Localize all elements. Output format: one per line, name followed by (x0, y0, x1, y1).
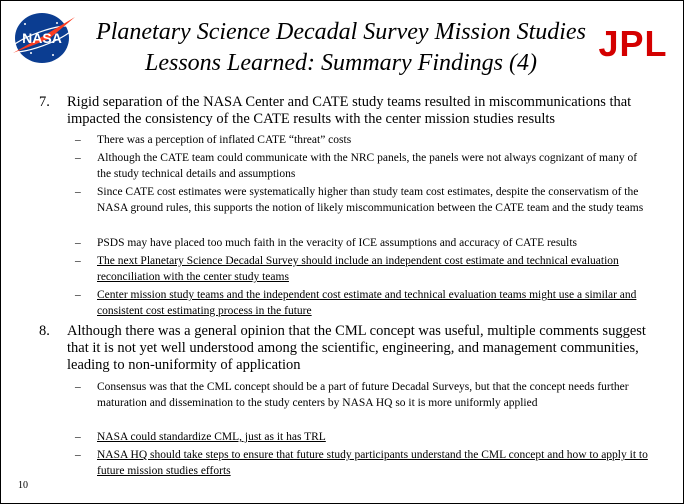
finding-number: 7. (39, 94, 50, 110)
bullet-text: Consensus was that the CML concept should be a part of future Decadal Surveys, but that the concept needs further maturation and dissemination to the study centers by NASA HQ so it is more uniformly applied (97, 381, 629, 409)
findings-list: 7. Rigid separation of the NASA Center and CATE study teams resulted in miscommunications that impacted the consistency of the CATE results with the center mission studies results – There was a perception of inflated CATE “threat” costs – Although the CATE team could communicate with the NRC panels, the panels were not always cognizant of many of the study technical details and assumptions – Since CATE cost estimates were systematically higher than study team cost estimates, despite the conservatism of the NASA ground rules, this supports the notion of likely miscommunication between the CATE team and the study teams – PSDS may have placed too much faith in the veracity of ICE assumptions and accuracy of CATE results – The next Planetary Science Decadal Survey should include an independent cost estimate and technical evaluation reconciliation with the center study teams – Center mission study teams and the independent cost estimate and technical evaluation teams might use a similar and consistent cost estimating process in the future 8. Although there was a general opinion that the CML concept was useful, multiple comments suggest that it is not yet well understood among the scientific, engineering, and management communities, leading to non-uniformity of application – Consensus was that the CML concept should be a part of future Decadal Surveys, but that the concept needs further maturation and dissemination to the study centers by NASA HQ so it is more uniformly applied – NASA could standardize CML, just as it has TRL – NASA HQ should take steps to ensure that future study participants understand the CML concept and how to apply it to future mission studies efforts (39, 94, 648, 477)
bullet-text: Although the CATE team could communicate with the NRC panels, the panels were not always cognizant of many of the study technical details and assumptions (97, 152, 638, 180)
bullet-text: There was a perception of inflated CATE “threat” costs (97, 134, 352, 146)
finding-number: 8. (39, 323, 50, 339)
bullet-text: Since CATE cost estimates were systematically higher than study team cost estimates, despite the conservatism of the NASA ground rules, this supports the notion of likely miscommunication between the CATE team and the study teams (97, 186, 644, 214)
nasa-logo-text: NASA (22, 30, 62, 46)
finding-text: Although there was a general opinion that the CML concept was useful, multiple comments suggest that it is not yet well understood among the scientific, engineering, and management communities, leading to non-uniformity of application (67, 323, 646, 373)
bullet-text: The next Planetary Science Decadal Survey should include an independent cost estimate and technical evaluation reconciliation with the center study teams (97, 255, 619, 283)
finding-text: Rigid separation of the NASA Center and CATE study teams resulted in miscommunications that impacted the consistency of the CATE results with the center mission studies results (67, 94, 632, 127)
bullet-text: NASA could standardize CML, just as it has TRL (97, 431, 326, 443)
title-line-1: Planetary Science Decadal Survey Mission Studies (96, 19, 586, 45)
title-line-2: Lessons Learned: Summary Findings (4) (145, 50, 537, 76)
bullet-text: NASA HQ should take steps to ensure that future study participants understand the CML concept and how to apply it to future mission studies efforts (97, 449, 648, 477)
jpl-logo-text: JPL (598, 23, 668, 63)
bullet-text: PSDS may have placed too much faith in the veracity of ICE assumptions and accuracy of CATE results (97, 237, 578, 249)
page-number: 10 (18, 480, 28, 491)
bullet-text: Center mission study teams and the independent cost estimate and technical evaluation teams might use a similar and consistent cost estimating process in the future (97, 289, 637, 317)
